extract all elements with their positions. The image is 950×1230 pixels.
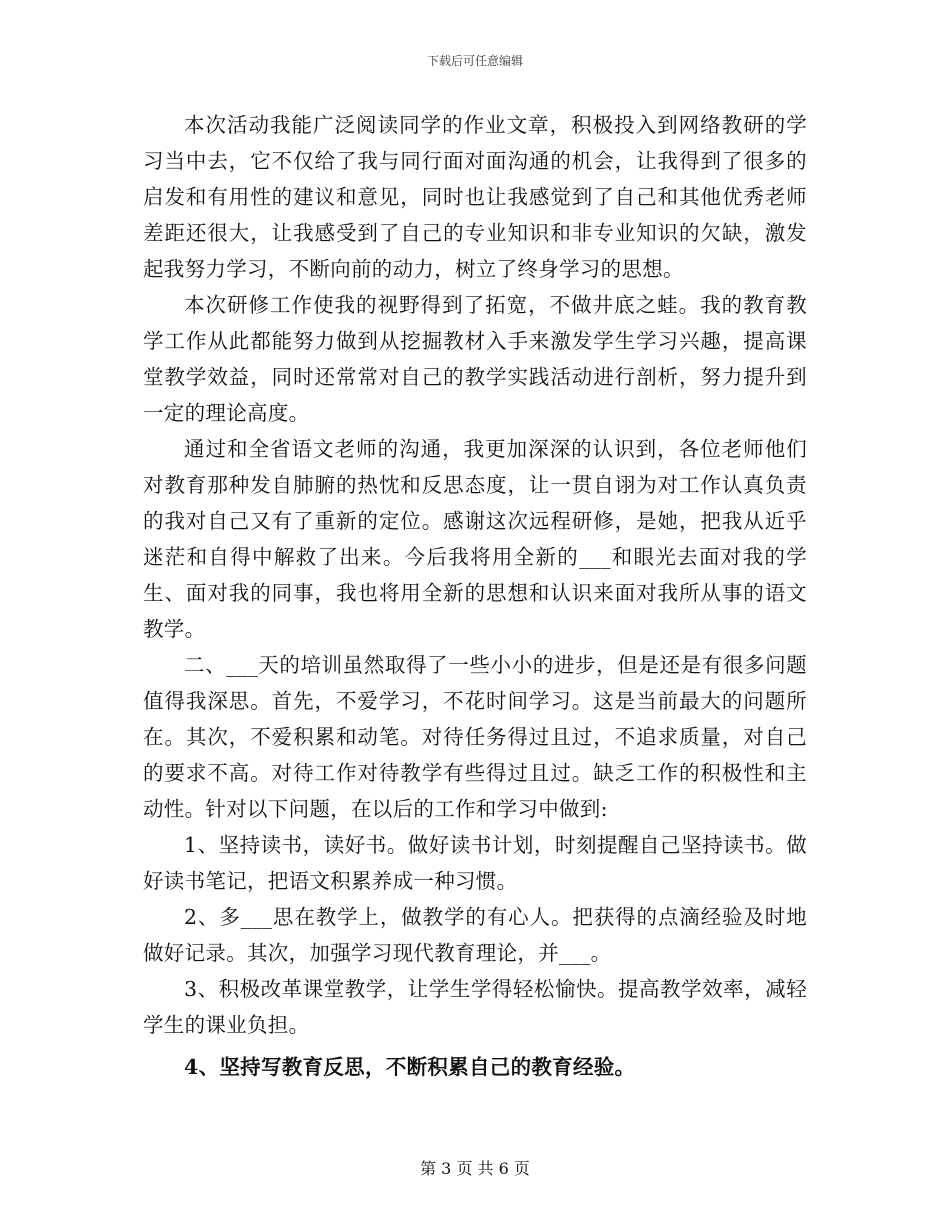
page-header: 下载后可任意编辑 — [426, 54, 523, 68]
page-number-footer: 第 3 页 共 6 页 — [420, 1159, 530, 1178]
list-item-1: 1、坚持读书，读好书。做好读书计划，时刻提醒自己坚持读书。做好读书笔记，把语文积累养成一种习惯。 — [143, 833, 807, 893]
list-item-2: 2、多___思在教学上，做教学的有心人。把获得的点滴经验及时地做好记录。其次，加强学习现代教育理论，并___。 — [143, 905, 807, 965]
paragraph-communication: 通过和全省语文老师的沟通，我更加深深的认识到，各位老师他们对教育那种发自肺腑的热忱和反思态度，让一贯自诩为对工作认真负责的我对自己又有了重新的定位。感谢这次远程研修，是她，把我从近乎迷茫和自得中解救了出来。今后我将用全新的___和眼光去面对我的学生、面对我的同事，我也将用全新的思想和认识来面对我所从事的语文教学。 — [143, 437, 807, 641]
list-item-4: 4、坚持写教育反思，不断积累自己的教育经验。 — [184, 1055, 636, 1079]
paragraph-horizon-broadened: 本次研修工作使我的视野得到了拓宽，不做井底之蛙。我的教育教学工作从此都能努力做到从挖掘教材入手来激发学生学习兴趣，提高课堂教学效益，同时还常常对自己的教学实践活动进行剖析，努力提升到一定的理论高度。 — [143, 293, 807, 425]
paragraph-section-two: 二、___天的培训虽然取得了一些小小的进步，但是还是有很多问题值得我深思。首先，不爱学习，不花时间学习。这是当前最大的问题所在。其次，不爱积累和动笔。对待任务得过且过，不追求质量，对自己的要求不高。对待工作对待教学有些得过且过。缺乏工作的积极性和主动性。针对以下问题，在以后的工作和学习中做到: — [143, 653, 807, 821]
paragraph-activity-reflection: 本次活动我能广泛阅读同学的作业文章，积极投入到网络教研的学习当中去，它不仅给了我与同行面对面沟通的机会，让我得到了很多的启发和有用性的建议和意见，同时也让我感觉到了自己和其他优秀老师差距还很大，让我感受到了自己的专业知识和非专业知识的欠缺，激发起我努力学习，不断向前的动力，树立了终身学习的思想。 — [143, 113, 807, 281]
list-item-3: 3、积极改革课堂教学，让学生学得轻松愉快。提高教学效率，减轻学生的课业负担。 — [143, 977, 807, 1037]
document-body — [143, 107, 807, 1085]
